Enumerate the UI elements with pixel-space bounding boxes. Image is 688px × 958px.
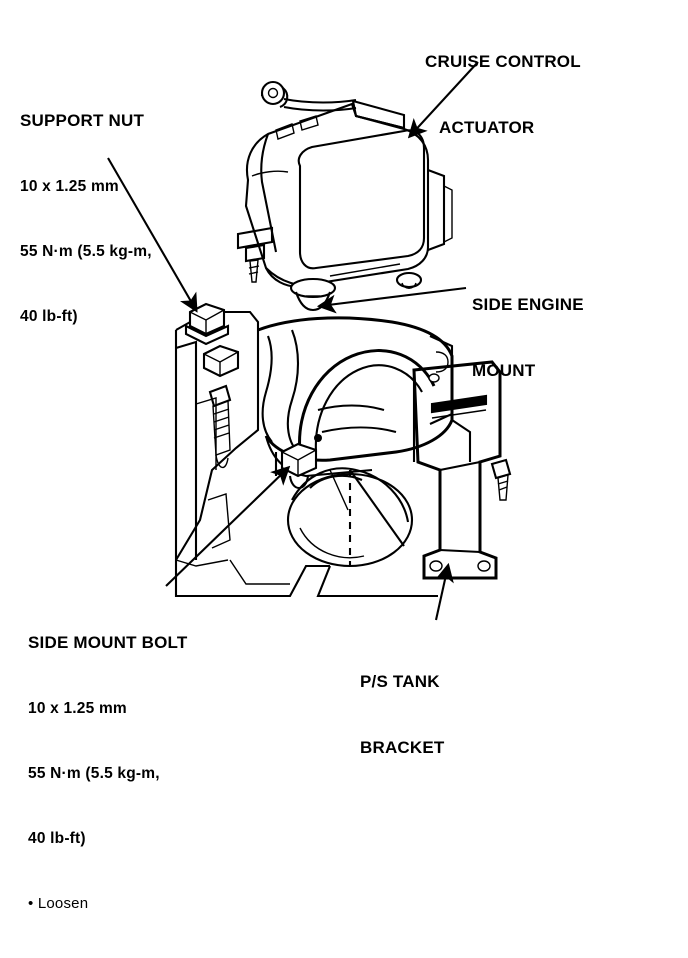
label-support-nut xyxy=(20,66,152,371)
label-support-nut-spec2: 55 N·m (5.5 kg-m, xyxy=(20,243,152,260)
label-side-engine-mount xyxy=(472,250,584,426)
label-side-mount-bolt-note: • Loosen xyxy=(28,895,89,912)
label-cruise-control-actuator xyxy=(425,7,581,183)
label-side-mount-bolt-spec2: 55 N·m (5.5 kg-m, xyxy=(28,765,160,782)
label-support-nut-spec1: 10 x 1.25 mm xyxy=(20,178,119,195)
label-cruise-control-actuator-line2: ACTUATOR xyxy=(439,118,535,137)
label-ps-tank-bracket-line2: BRACKET xyxy=(360,738,445,757)
label-side-engine-mount-line2: MOUNT xyxy=(472,361,536,380)
support-nut-art xyxy=(186,304,228,344)
label-side-mount-bolt-spec3: 40 lb-ft) xyxy=(28,830,86,847)
label-side-mount-bolt-spec1: 10 x 1.25 mm xyxy=(28,700,127,717)
leader-side-mount-bolt xyxy=(166,468,288,586)
leader-side-engine-mount xyxy=(320,288,466,306)
leader-ps-tank-bracket xyxy=(436,566,448,620)
label-side-engine-mount-line1: SIDE ENGINE xyxy=(472,295,584,314)
label-support-nut-spec3: 40 lb-ft) xyxy=(20,308,78,325)
label-side-mount-bolt xyxy=(28,588,187,958)
label-ps-tank-bracket-line1: P/S TANK xyxy=(360,672,440,691)
label-side-mount-bolt-title: SIDE MOUNT BOLT xyxy=(28,633,188,652)
side-mount-bolt-art xyxy=(282,444,316,488)
stud-stack-art xyxy=(204,346,238,467)
label-cruise-control-actuator-line1: CRUISE CONTROL xyxy=(425,52,581,71)
label-support-nut-title: SUPPORT NUT xyxy=(20,111,145,130)
cruise-control-actuator-art xyxy=(246,82,452,286)
label-ps-tank-bracket xyxy=(360,627,445,803)
